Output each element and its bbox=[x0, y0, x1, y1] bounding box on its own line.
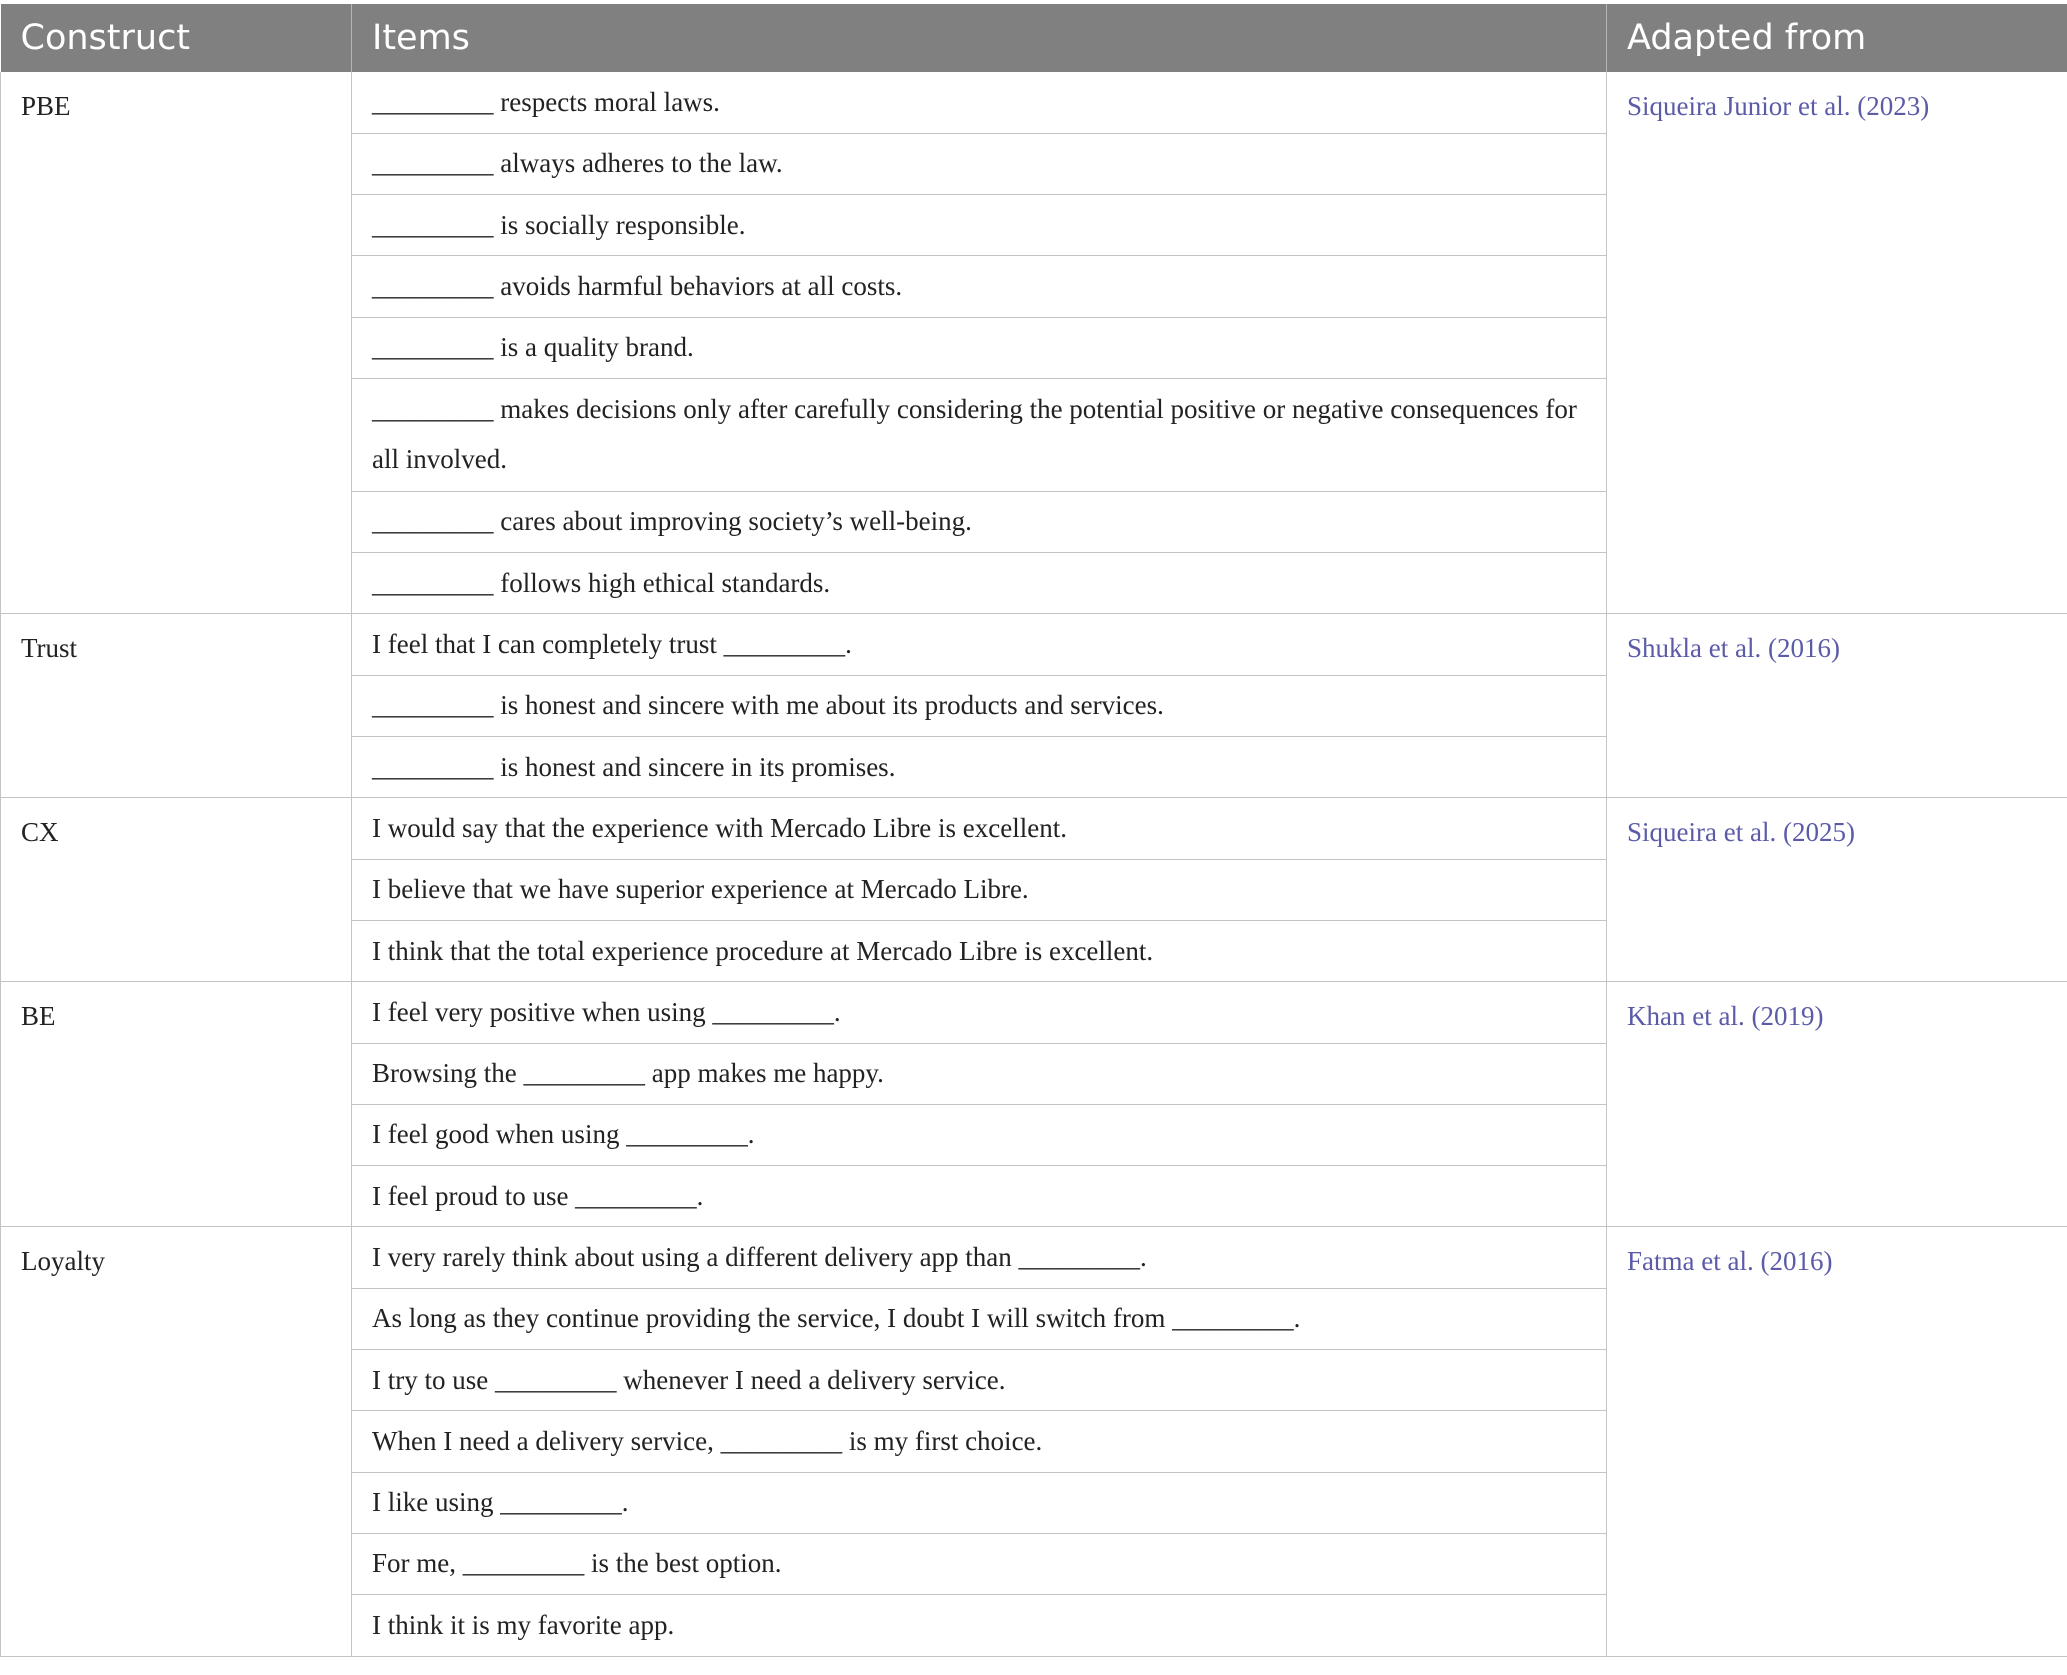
item-cell: Browsing the _________ app makes me happy. bbox=[352, 1043, 1607, 1104]
item-cell: _________ always adheres to the law. bbox=[352, 133, 1607, 194]
construct-cell: Loyalty bbox=[1, 1227, 352, 1656]
table-row bbox=[1, 798, 2067, 859]
item-cell: I feel good when using _________. bbox=[352, 1104, 1607, 1165]
item-cell: I believe that we have superior experience at Mercado Libre. bbox=[352, 859, 1607, 920]
item-cell: _________ is honest and sincere with me about its products and services. bbox=[352, 675, 1607, 736]
table-row bbox=[1, 72, 2067, 133]
item-cell: I try to use _________ whenever I need a delivery service. bbox=[352, 1350, 1607, 1411]
table-row bbox=[1, 1227, 2067, 1288]
item-cell: _________ follows high ethical standards. bbox=[352, 553, 1607, 614]
header-items: Items bbox=[352, 4, 1607, 72]
table-row bbox=[1, 614, 2067, 675]
item-cell: For me, _________ is the best option. bbox=[352, 1533, 1607, 1594]
source-citation-link[interactable]: Siqueira et al. (2025) bbox=[1607, 798, 2067, 982]
item-cell: I like using _________. bbox=[352, 1472, 1607, 1533]
item-cell: _________ cares about improving society’s well-being. bbox=[352, 491, 1607, 552]
source-citation-link[interactable]: Khan et al. (2019) bbox=[1607, 982, 2067, 1227]
item-cell: As long as they continue providing the service, I doubt I will switch from _________. bbox=[352, 1288, 1607, 1349]
header-construct: Construct bbox=[1, 4, 352, 72]
item-cell: I very rarely think about using a different delivery app than _________. bbox=[352, 1227, 1607, 1288]
table-row bbox=[1, 982, 2067, 1043]
table-header bbox=[1, 4, 2067, 72]
table-body bbox=[1, 72, 2067, 1656]
source-citation-link[interactable]: Shukla et al. (2016) bbox=[1607, 614, 2067, 798]
item-cell: I feel proud to use _________. bbox=[352, 1166, 1607, 1227]
item-cell: _________ is a quality brand. bbox=[352, 317, 1607, 378]
item-cell: I think that the total experience procedure at Mercado Libre is excellent. bbox=[352, 920, 1607, 981]
item-cell: _________ is honest and sincere in its promises. bbox=[352, 737, 1607, 798]
item-cell: _________ makes decisions only after carefully considering the potential positive or negative consequences for all involved. bbox=[352, 378, 1607, 491]
item-cell: I would say that the experience with Mercado Libre is excellent. bbox=[352, 798, 1607, 859]
header-row bbox=[1, 4, 2067, 72]
item-cell: _________ avoids harmful behaviors at all costs. bbox=[352, 256, 1607, 317]
source-citation-link[interactable]: Siqueira Junior et al. (2023) bbox=[1607, 72, 2067, 614]
item-cell: I think it is my favorite app. bbox=[352, 1595, 1607, 1656]
construct-cell: BE bbox=[1, 982, 352, 1227]
item-cell: _________ is socially responsible. bbox=[352, 195, 1607, 256]
item-cell: I feel very positive when using _________. bbox=[352, 982, 1607, 1043]
construct-cell: PBE bbox=[1, 72, 352, 614]
header-adapted-from: Adapted from bbox=[1607, 4, 2067, 72]
item-cell: When I need a delivery service, _________ is my first choice. bbox=[352, 1411, 1607, 1472]
item-cell: _________ respects moral laws. bbox=[352, 72, 1607, 133]
construct-cell: CX bbox=[1, 798, 352, 982]
item-cell: I feel that I can completely trust _________. bbox=[352, 614, 1607, 675]
source-citation-link[interactable]: Fatma et al. (2016) bbox=[1607, 1227, 2067, 1656]
construct-cell: Trust bbox=[1, 614, 352, 798]
measurement-items-table bbox=[0, 4, 2067, 1657]
